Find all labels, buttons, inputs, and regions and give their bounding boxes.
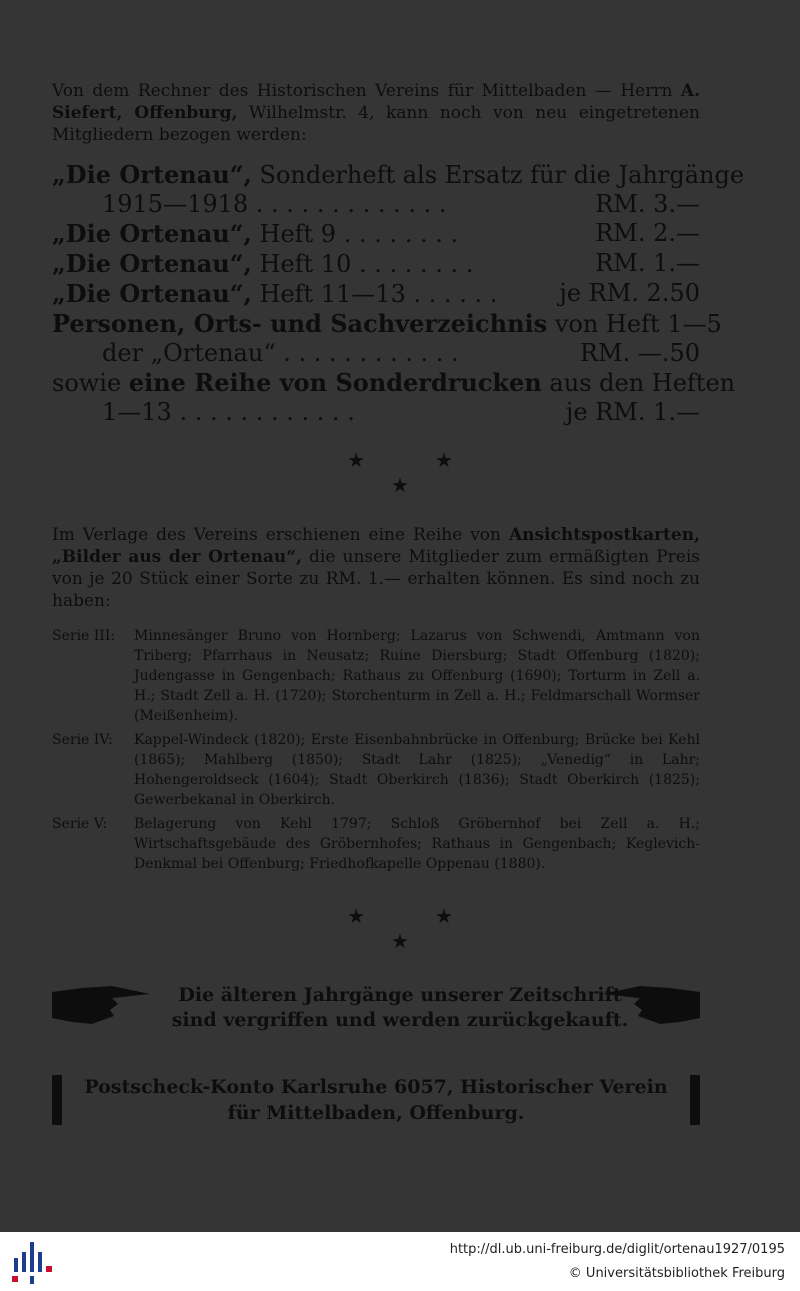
bank-account-box [52, 1072, 700, 1128]
postcards-text-1: Im Verlage des Vereins erschienen eine Reihe von [52, 525, 501, 545]
price-row [52, 339, 700, 368]
treasurer-name: A. Siefert, Offenburg, [52, 81, 700, 123]
postcards-paragraph [52, 524, 700, 612]
series-label: Serie III: [52, 628, 116, 644]
series-text: Kappel-Windeck (1820); Erste Eisenbahnbrücke in Offenburg; Brücke bei Kehl (1865); Mahlberg (1850); Stadt Lahr (1825); „Venedig“ in Lahr; Hohengeroldseck (1604); Stadt Oberkirch (1836); Stadt Oberkirch (1825); Gewerbekanal in Oberkirch. [134, 732, 700, 808]
ub-freiburg-logo-icon [10, 1242, 54, 1284]
price-row [52, 398, 700, 427]
left-bar [52, 1075, 62, 1125]
price-row-label [52, 368, 735, 398]
postcards-text-2: die unsere Mitglieder zum ermäßigten Preis von je 20 Stück einer Sorte zu RM. 1.— erhalten können. Es sind noch zu haben: [52, 547, 700, 611]
series-item [52, 626, 700, 726]
price-row-desc: Heft 11—13 . . . . . . [259, 280, 498, 308]
source-link[interactable]: http://dl.ub.uni-freiburg.de/diglit/ortenau1927/0195 [449, 1242, 785, 1257]
intro-text-2: Wilhelmstr. 4, kann noch von neu eingetretenen Mitgliedern bezogen werden: [52, 103, 701, 145]
price-row [52, 219, 700, 249]
footer-bar [0, 1232, 800, 1291]
price-row-desc: der „Ortenau“ . . . . . . . . . . . . [102, 339, 459, 367]
star-divider-bottom: ★ [391, 473, 409, 497]
price-list [52, 160, 745, 427]
star-divider-2-bottom: ★ [391, 929, 409, 953]
price-row-label [102, 398, 355, 427]
price-row-price: RM. 3.— [595, 190, 700, 218]
series-item [52, 730, 700, 810]
price-row-name: „Die Ortenau“, [52, 219, 252, 248]
series-text: Belagerung von Kehl 1797; Schloß Gröbernhof bei Zell a. H.; Wirtschaftsgebäude des Gröbernhofes; Rathaus in Gengenbach; Keglevich-Denkmal bei Offenburg; Friedhofkapelle Oppenau (1880). [134, 816, 700, 872]
price-row [52, 160, 745, 190]
intro-paragraph [52, 80, 700, 146]
notice-line-2: sind vergriffen und werden zurückgekauft. [171, 1009, 629, 1031]
price-row-name: „Die Ortenau“, [52, 249, 252, 278]
price-row-name: „Die Ortenau“, [52, 279, 252, 308]
bank-account-text: Postscheck-Konto Karlsruhe 6057, Historischer Verein für Mittelbaden, Offenburg. [84, 1076, 668, 1124]
copyright-text: © Universitätsbibliothek Freiburg [568, 1266, 785, 1281]
postcards-text [52, 524, 700, 612]
price-row-name: eine Reihe von Sonderdrucken [128, 368, 542, 397]
price-row [52, 368, 736, 398]
price-row [52, 249, 700, 279]
price-row-price: RM. 1.— [595, 249, 700, 277]
price-row-desc: 1915—1918 . . . . . . . . . . . . . [102, 190, 447, 218]
price-row-desc: von Heft 1—5 [554, 310, 722, 338]
price-row-desc: aus den Heften [549, 369, 736, 397]
price-row-label [52, 279, 497, 309]
series-text: Minnesänger Bruno von Hornberg; Lazarus von Schwendi, Amtmann von Triberg; Pfarrhaus in Neusatz; Ruine Diersburg; Stadt Offenburg (1820); Judengasse in Gengenbach; Rathaus zu Offenburg (1690); Torturm in Zell a. H.; Stadt Zell a. H. (1720); Storchenturm in Zell a. H.; Feldmarschall Wormser (Meißenheim). [134, 628, 700, 724]
series-list [52, 626, 700, 878]
pointing-hand-right-icon [52, 984, 152, 1026]
price-row-price: RM. 2.— [595, 219, 700, 247]
series-item [52, 814, 700, 874]
price-row-label [52, 309, 722, 339]
price-row-label [52, 160, 744, 190]
price-row-price: je RM. 1.— [565, 398, 700, 426]
price-row-prefix: sowie [52, 369, 122, 397]
price-row-price: je RM. 2.50 [559, 279, 700, 307]
price-row-label [52, 249, 473, 279]
postcards-bold-2: „Bilder aus der Ortenau“, [52, 547, 302, 567]
price-row-name: Personen, Orts- und Sachverzeichnis [52, 309, 548, 338]
price-row-desc: 1—13 . . . . . . . . . . . . [102, 398, 355, 426]
price-row-label [102, 190, 447, 219]
intro-text [52, 80, 700, 146]
price-row-desc: Sonderheft als Ersatz für die Jahrgänge [259, 161, 745, 189]
price-row [52, 190, 700, 219]
price-row-price: RM. —.50 [579, 339, 700, 367]
notice-line-1: Die älteren Jahrgänge unserer Zeitschrift [178, 984, 622, 1006]
notice [160, 983, 640, 1033]
price-row-label [52, 219, 458, 249]
series-label: Serie V: [52, 816, 108, 832]
right-bar [690, 1075, 700, 1125]
price-row-name: „Die Ortenau“, [52, 160, 252, 189]
series-label: Serie IV: [52, 732, 113, 748]
star-divider-top: ★ ★ [347, 448, 453, 472]
price-row-desc: Heft 9 . . . . . . . . [259, 220, 459, 248]
price-row-desc: Heft 10 . . . . . . . . [259, 250, 474, 278]
price-row-label [102, 339, 459, 368]
star-divider-2-top: ★ ★ [347, 904, 453, 928]
intro-text-1: Von dem Rechner des Historischen Vereins für Mittelbaden — Herrn [52, 81, 673, 101]
price-row [52, 279, 700, 309]
price-row [52, 309, 722, 339]
postcards-bold-1: Ansichtspostkarten, [508, 525, 700, 545]
